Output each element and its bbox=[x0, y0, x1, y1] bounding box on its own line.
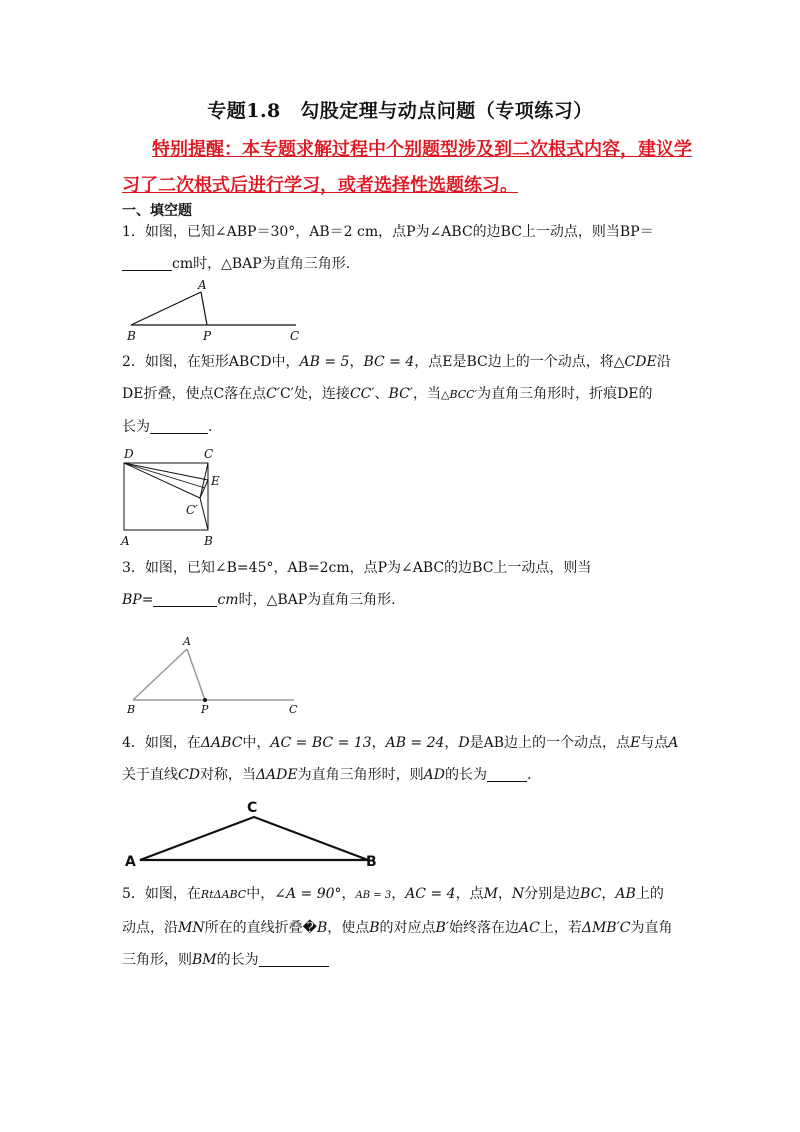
q3-label-a: A bbox=[183, 635, 191, 648]
answer-blank bbox=[487, 765, 527, 782]
q5-ab: AB = 3 bbox=[355, 890, 392, 901]
q2-label-cprime: C′ bbox=[186, 503, 198, 517]
q5-ac: AC = 4 bbox=[405, 886, 456, 902]
q3-label-p: P bbox=[201, 703, 209, 716]
q4-ab: AB = 24 bbox=[385, 735, 445, 751]
q3-label-c: C bbox=[289, 703, 298, 716]
answer-blank bbox=[153, 590, 217, 607]
q2-tri2: △BCC′ bbox=[441, 388, 478, 401]
question-1-line1: 1．如图，已知∠ABP＝30°，AB＝2 cm，点P为∠ABC的边BC上一动点，则当BP＝ bbox=[122, 224, 654, 240]
q5-text: 始终落在边 bbox=[449, 920, 520, 936]
question-1-line2 bbox=[122, 248, 692, 280]
q3-line-ba bbox=[133, 649, 187, 700]
question-2-line3 bbox=[122, 411, 692, 443]
special-notice: 特别提醒：本专题求解过程中个别题型涉及到二次根式内容，建议学习了二次根式后进行学习，或者选择性选题练习。 bbox=[122, 139, 692, 196]
q4-text: ， bbox=[444, 735, 459, 751]
q3-text: 时，△BAP为直角三角形. bbox=[238, 592, 396, 608]
q2-line-de bbox=[124, 463, 208, 480]
q4-ad: AD bbox=[423, 767, 445, 783]
q2-text: 沿 bbox=[656, 354, 671, 370]
question-5-line1 bbox=[122, 878, 692, 912]
q2-label-b: B bbox=[204, 534, 213, 548]
q4-text: 的长为 bbox=[444, 767, 487, 783]
q5-text: 5．如图，在 bbox=[122, 886, 201, 902]
question-1 bbox=[122, 216, 692, 280]
question-2-line2 bbox=[122, 378, 692, 411]
q2-bc: BC = 4 bbox=[363, 354, 415, 370]
question-4-line1 bbox=[122, 727, 692, 759]
q4-d: D bbox=[458, 735, 470, 751]
q2-line-cprime-e bbox=[200, 480, 208, 498]
q1-line-ap bbox=[201, 292, 207, 325]
q5-sep: ， bbox=[391, 886, 406, 902]
answer-blank bbox=[122, 254, 172, 271]
q5-tri: ΔMB′C bbox=[581, 920, 631, 936]
q4-e: E bbox=[630, 735, 641, 751]
q2-cprime: C′ bbox=[266, 386, 281, 402]
q5-mn: MN bbox=[178, 920, 205, 936]
q4-text: 与点 bbox=[640, 735, 669, 751]
q5-text: 动点，沿 bbox=[122, 920, 178, 936]
question-4 bbox=[122, 727, 692, 791]
q4-cd: CD bbox=[178, 767, 200, 783]
q5-b2: B bbox=[369, 920, 380, 936]
q1-label-p: P bbox=[203, 329, 212, 343]
q4-triangle bbox=[140, 817, 368, 860]
q5-bprime: B′ bbox=[435, 920, 450, 936]
q2-label-a: A bbox=[121, 534, 130, 548]
q5-sep: ， bbox=[341, 886, 356, 902]
q3-point-p bbox=[203, 698, 207, 702]
q4-tri2: ΔADE bbox=[255, 767, 298, 783]
q1-label-b: B bbox=[127, 329, 136, 343]
q3-unit: cm bbox=[217, 592, 239, 608]
q2-rectangle-figure bbox=[124, 463, 208, 530]
q2-label-d: D bbox=[124, 447, 134, 461]
q5-rt: RtΔABC bbox=[200, 888, 247, 901]
q4-label-c: C bbox=[247, 800, 258, 816]
q4-sep: ， bbox=[371, 735, 386, 751]
page-title: 专题1.8 勾股定理与动点问题（专项练习） bbox=[207, 100, 593, 122]
q4-text: 为直角三角形时，则 bbox=[297, 767, 424, 783]
q2-ab: AB = 5 bbox=[299, 354, 350, 370]
q2-text: ，点E是BC边上的一个动点，将 bbox=[414, 354, 614, 370]
q2-text: 2．如图，在矩形ABCD中， bbox=[122, 354, 300, 370]
q5-fold-glyph: � bbox=[302, 920, 317, 936]
q5-angle: ∠A = 90° bbox=[274, 886, 342, 902]
q5-text: 的长为 bbox=[216, 952, 259, 968]
q5-text: ， bbox=[497, 886, 512, 902]
q5-bc: BC bbox=[580, 886, 602, 902]
q4-text: . bbox=[526, 767, 532, 783]
q2-text: 为直角三角形时，折痕DE的 bbox=[477, 386, 653, 402]
section-heading: 一、填空题 bbox=[122, 203, 192, 219]
q3-label-b: B bbox=[127, 703, 136, 716]
question-2-line1 bbox=[122, 346, 692, 378]
q2-line-ccprime bbox=[200, 463, 208, 498]
q5-bm: BM bbox=[192, 952, 217, 968]
q3-line-ap bbox=[187, 649, 205, 700]
q4-text: 是AB边上的一个动点，点 bbox=[469, 735, 631, 751]
q5-text: ， bbox=[601, 886, 616, 902]
question-5-line2 bbox=[122, 912, 692, 944]
q4-label-b: B bbox=[366, 854, 377, 870]
q2-line-cprime-b bbox=[200, 498, 208, 530]
q4-text: 4．如图，在 bbox=[122, 735, 201, 751]
q5-ab2: AB bbox=[615, 886, 636, 902]
q2-text: C′处，连接 bbox=[280, 386, 350, 402]
q4-a: A bbox=[668, 735, 679, 751]
question-1-suffix: cm时，△BAP为直角三角形. bbox=[172, 256, 351, 272]
q4-label-a: A bbox=[125, 854, 136, 870]
q4-tri: ΔABC bbox=[200, 735, 243, 751]
question-4-line2 bbox=[122, 759, 692, 791]
q2-label-e: E bbox=[211, 474, 220, 488]
q1-triangle bbox=[131, 292, 296, 325]
q4-text: 对称，当 bbox=[199, 767, 256, 783]
question-2 bbox=[122, 346, 692, 443]
q5-b: B bbox=[316, 920, 328, 936]
q5-n: N bbox=[511, 886, 525, 902]
q2-text: DE折叠，使点C落在点 bbox=[122, 386, 267, 402]
q2-sep: 、 bbox=[374, 386, 389, 402]
q5-text: 三角形，则 bbox=[122, 952, 192, 968]
q3-triangle bbox=[133, 649, 294, 702]
question-5-line3 bbox=[122, 944, 692, 976]
q5-text: 的对应点 bbox=[379, 920, 436, 936]
q4-text: 关于直线 bbox=[122, 767, 178, 783]
q5-text: ，使点 bbox=[327, 920, 370, 936]
q2-bcp: BC′ bbox=[388, 386, 413, 402]
q4-acbc: AC = BC = 13 bbox=[270, 735, 372, 751]
q5-m: M bbox=[483, 886, 498, 902]
question-3-line1: 3．如图，已知∠B=45°，AB=2cm，点P为∠ABC的边BC上一动点，则当 bbox=[122, 560, 592, 576]
question-3 bbox=[122, 552, 692, 616]
q5-text: ，点 bbox=[455, 886, 484, 902]
q2-label-c: C bbox=[204, 447, 214, 461]
q2-sep: ， bbox=[349, 354, 364, 370]
answer-blank bbox=[150, 417, 208, 434]
q5-text: 分别是边 bbox=[524, 886, 581, 902]
q3-bp: BP= bbox=[122, 592, 154, 608]
q1-label-a: A bbox=[198, 278, 207, 292]
q4-triangle-abc bbox=[140, 817, 368, 860]
q1-line-ba bbox=[131, 292, 201, 325]
q2-text: ，当 bbox=[413, 386, 441, 402]
q5-ac2: AC bbox=[519, 920, 540, 936]
q2-rect bbox=[124, 463, 208, 530]
q2-text: 长为 bbox=[122, 419, 150, 435]
q5-text: 中， bbox=[246, 886, 275, 902]
q2-line-dcprime bbox=[124, 463, 200, 498]
question-5 bbox=[122, 878, 692, 976]
q2-cc: CC′ bbox=[349, 386, 375, 402]
q1-label-c: C bbox=[290, 329, 300, 343]
q2-text: . bbox=[208, 419, 213, 435]
q5-text: 上的 bbox=[635, 886, 664, 902]
answer-blank bbox=[259, 950, 329, 967]
q5-text: 上，若 bbox=[539, 920, 582, 936]
question-3-line2 bbox=[122, 584, 692, 616]
q2-line-dmid bbox=[124, 463, 205, 488]
q4-text: 中， bbox=[242, 735, 271, 751]
q5-text: 所在的直线折叠 bbox=[204, 920, 303, 936]
q2-tri: △CDE bbox=[613, 354, 657, 370]
q5-text: 为直角 bbox=[630, 920, 673, 936]
